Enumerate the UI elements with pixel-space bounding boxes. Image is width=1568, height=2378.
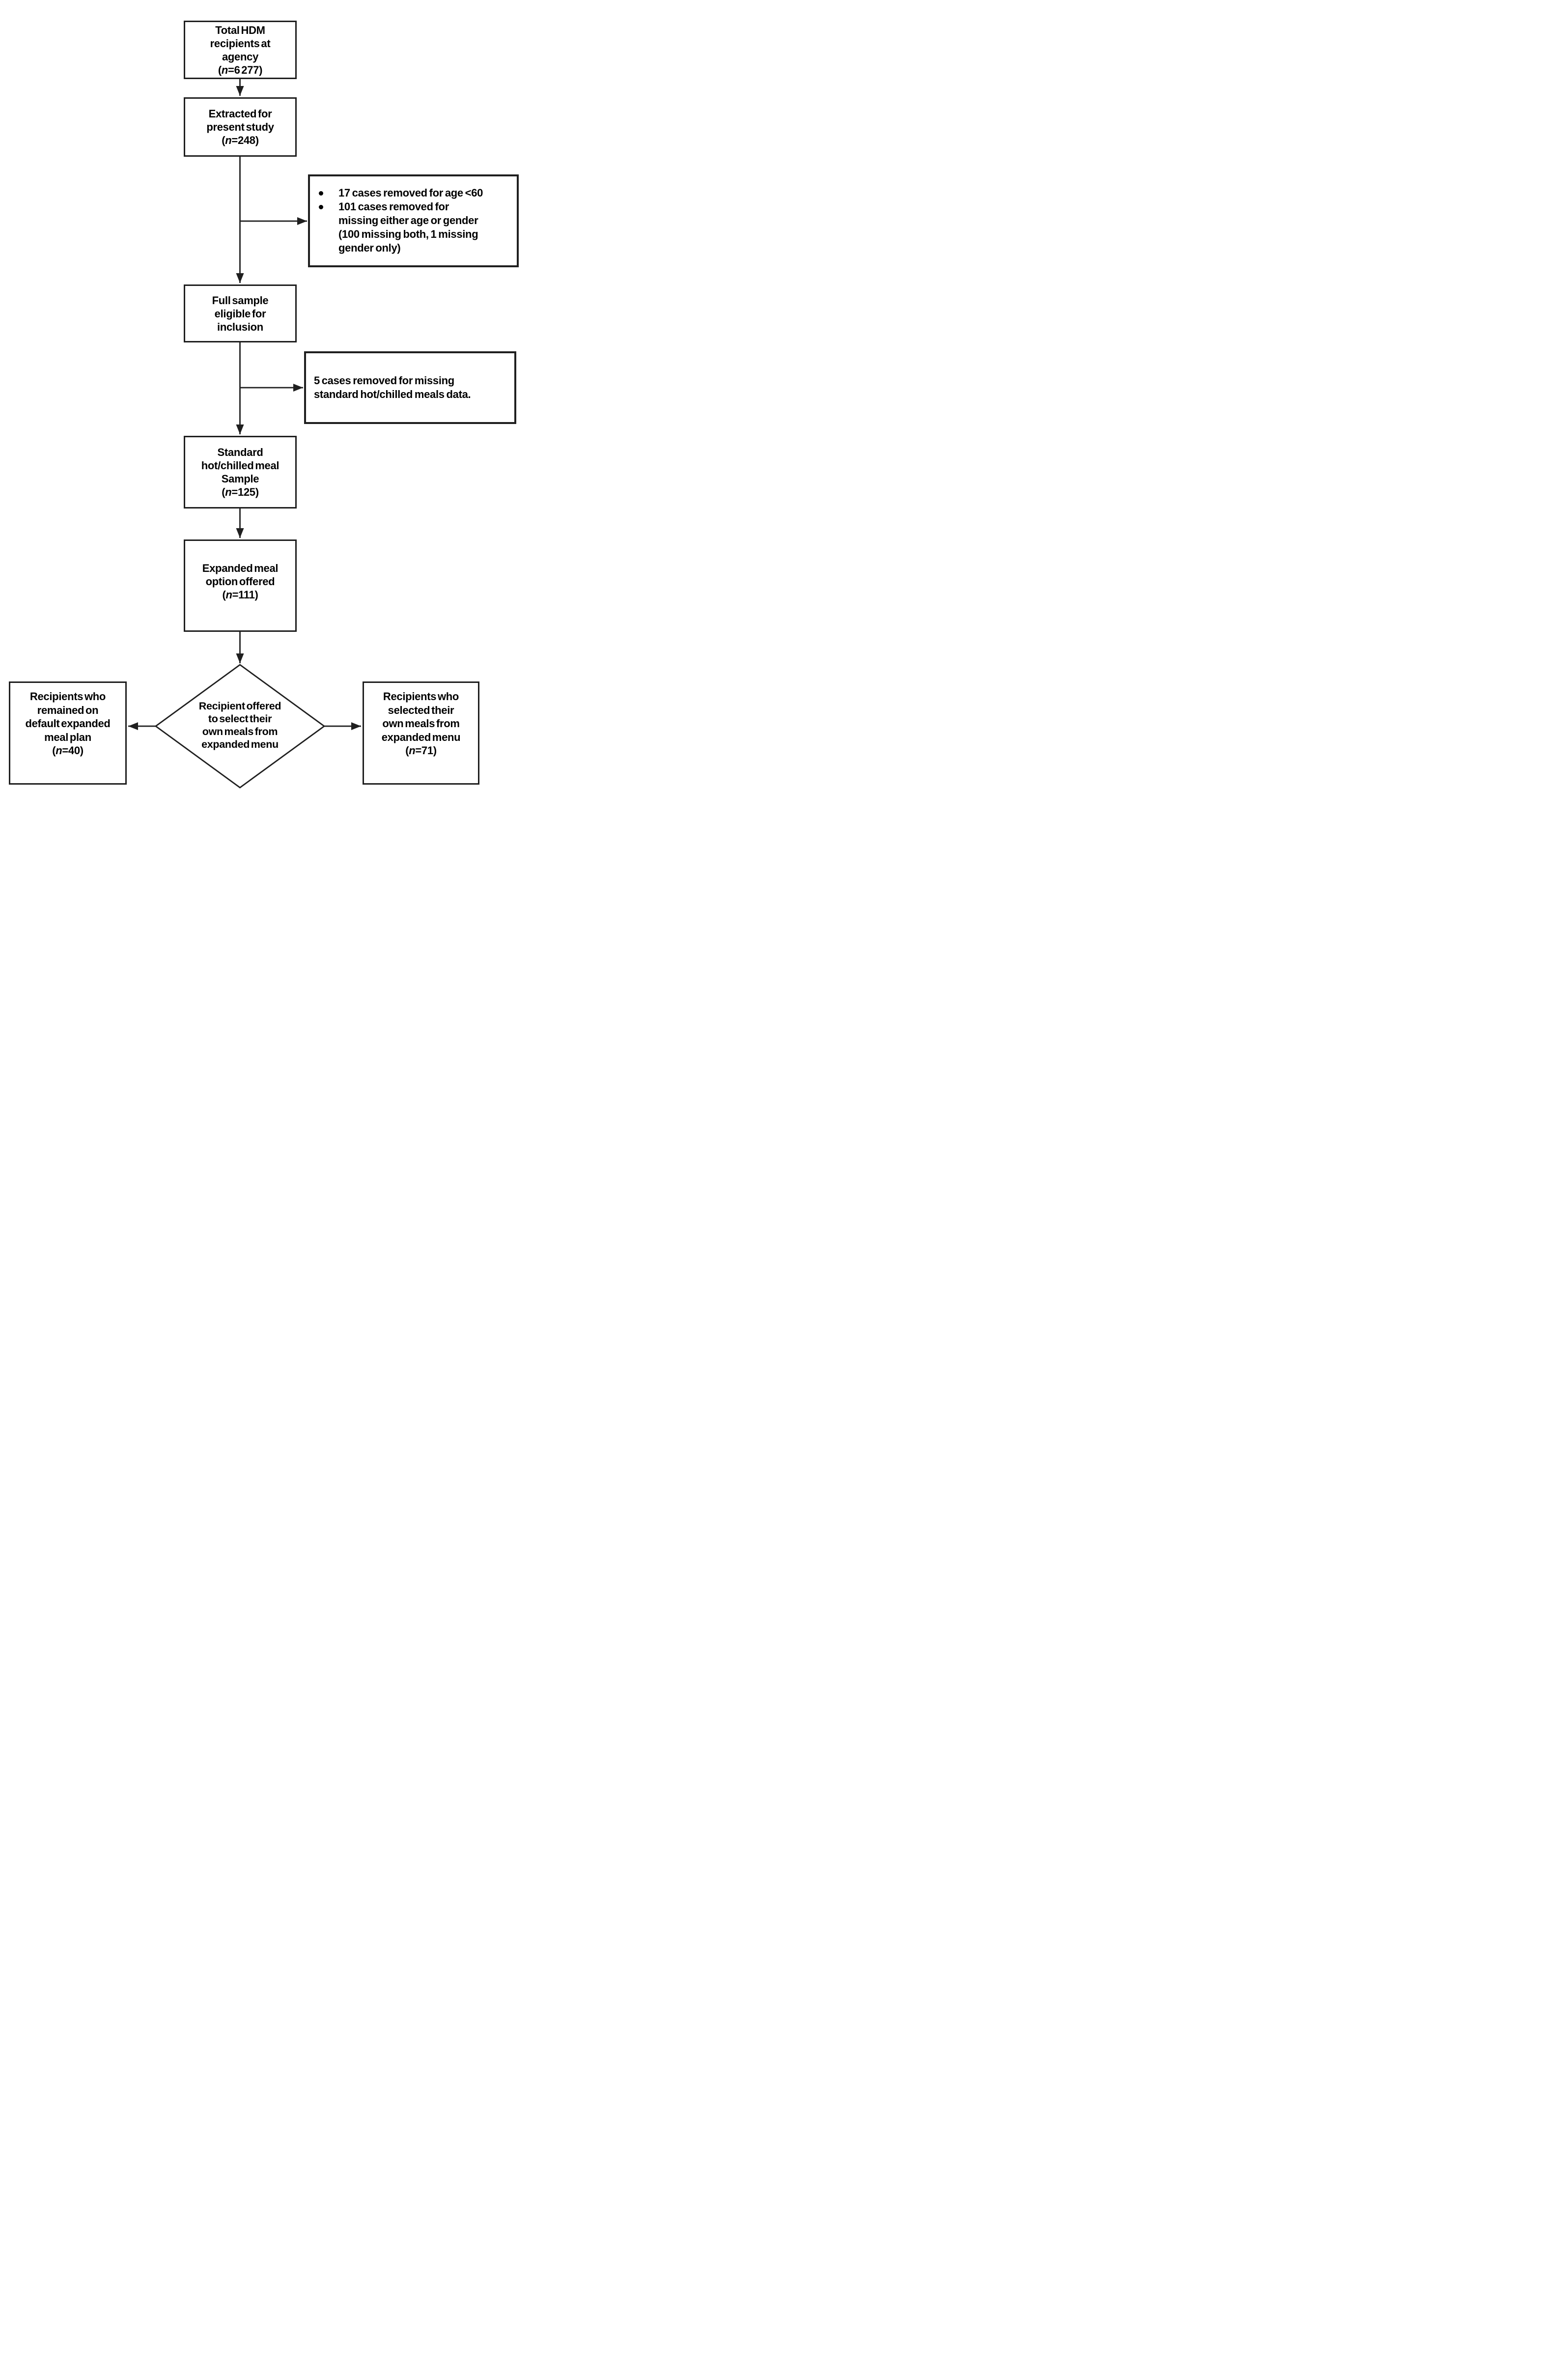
- node-total-hdm-recipients: [184, 21, 297, 79]
- exclusion-bullet-list: [319, 186, 513, 255]
- n-count: (n=248): [222, 134, 259, 146]
- bullet-icon: [319, 205, 323, 209]
- node-standard-meal-sample: [184, 436, 297, 509]
- n-count: (n=125): [222, 486, 259, 498]
- node-label: Standard hot/chilled meal Sample: [201, 446, 280, 485]
- list-item: [319, 186, 513, 200]
- n-count: (n=40): [52, 744, 84, 757]
- flow-diagram: [0, 0, 523, 793]
- node-full-sample-eligible: [184, 284, 297, 342]
- node-expanded-meal-option: [184, 539, 297, 632]
- node-selected-own-meals: [363, 681, 479, 785]
- bullet-text: 101 cases removed for missing either age or gender (100 missing both, 1 missing gender only): [338, 200, 478, 254]
- node-label: Recipients who selected their own meals from expanded menu: [381, 690, 461, 743]
- note-exclusion-missing-meals-data: [304, 351, 516, 424]
- bullet-text: 17 cases removed for age <60: [338, 187, 483, 199]
- n-count: (n=71): [405, 744, 437, 757]
- node-remained-default-plan: [9, 681, 127, 785]
- node-extracted-for-study: [184, 97, 297, 157]
- decision-label: Recipient offered to select their own meals from expanded menu: [198, 700, 281, 750]
- note-exclusions-age-gender: [308, 174, 519, 267]
- n-count: (n=6 277): [218, 63, 263, 76]
- list-item: [319, 200, 513, 255]
- note-text: 5 cases removed for missing standard hot/chilled meals data.: [314, 374, 471, 400]
- n-count: (n=111): [222, 589, 258, 601]
- node-label: Full sample eligible for inclusion: [212, 294, 269, 333]
- node-label: Recipients who remained on default expanded meal plan: [25, 690, 111, 743]
- node-label: Expanded meal option offered: [202, 562, 279, 588]
- node-label: Extracted for present study: [206, 108, 274, 133]
- bullet-icon: [319, 191, 323, 196]
- node-label: Total HDM recipients at agency: [210, 24, 271, 63]
